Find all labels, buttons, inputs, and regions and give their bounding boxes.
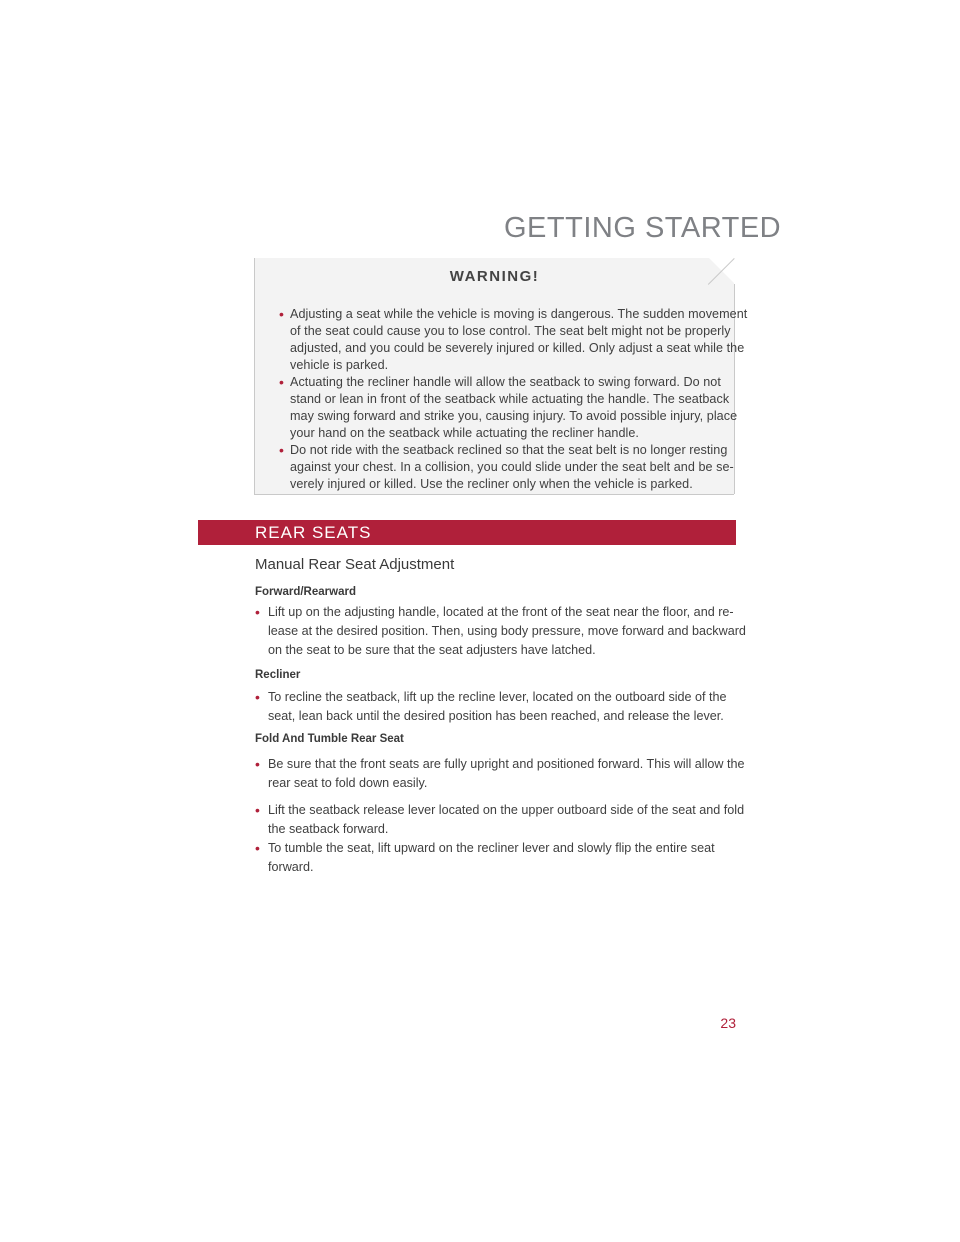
body-line: forward. xyxy=(268,860,314,874)
fold-and-tumble-heading: Fold And Tumble Rear Seat xyxy=(255,733,404,745)
bullet-icon: • xyxy=(279,442,284,458)
forward-rearward-heading: Forward/Rearward xyxy=(255,586,356,598)
warning-line: verely injured or killed. Use the recliner only when the vehicle is parked. xyxy=(290,477,693,491)
page-number: 23 xyxy=(720,1015,736,1031)
warning-list xyxy=(255,305,748,491)
body-line: on the seat to be sure that the seat adjusters have latched. xyxy=(268,643,596,657)
warning-line: may swing forward and strike you, causing injury. To avoid possible injury, place xyxy=(290,409,738,423)
warning-line: of the seat could cause you to lose control. The seat belt might not be properly xyxy=(290,324,731,338)
rear-seats-banner xyxy=(198,520,736,545)
body-line: To tumble the seat, lift upward on the recliner lever and slowly flip the entire seat xyxy=(268,841,715,855)
body-line: Be sure that the front seats are fully upright and positioned forward. This will allow the xyxy=(268,757,745,771)
bullet-icon: • xyxy=(255,756,260,772)
body-line: rear seat to fold down easily. xyxy=(268,776,428,790)
bullet-icon: • xyxy=(279,374,284,390)
rear-seats-banner-title: REAR SEATS xyxy=(255,523,372,542)
recliner-heading: Recliner xyxy=(255,669,301,681)
body-line: Lift the seatback release lever located on the upper outboard side of the seat and fold xyxy=(268,803,745,817)
warning-line: Do not ride with the seatback reclined so that the seat belt is no longer resting xyxy=(290,443,728,457)
bullet-icon: • xyxy=(255,840,260,856)
body-line: lease at the desired position. Then, using body pressure, move forward and backward xyxy=(268,624,746,638)
warning-line: vehicle is parked. xyxy=(290,358,389,372)
body-line: seat, lean back until the desired position has been reached, and release the lever. xyxy=(268,709,724,723)
warning-line: adjusted, and you could be severely injured or killed. Only adjust a seat while the xyxy=(290,341,745,355)
body-line: Lift up on the adjusting handle, located at the front of the seat near the floor, and re- xyxy=(268,605,734,619)
warning-line: stand or lean in front of the seatback while actuating the handle. The seatback xyxy=(290,392,730,406)
bullet-icon: • xyxy=(279,306,284,322)
body-line: the seatback forward. xyxy=(268,822,389,836)
warning-line: Actuating the recliner handle will allow the seatback to swing forward. Do not xyxy=(290,375,721,389)
section-title: GETTING STARTED xyxy=(504,212,782,244)
body-line: To recline the seatback, lift up the recline lever, located on the outboard side of the xyxy=(268,690,727,704)
manual-rear-seat-adjustment-heading: Manual Rear Seat Adjustment xyxy=(255,556,455,573)
warning-box xyxy=(254,258,748,495)
warning-title: WARNING! xyxy=(449,268,540,285)
bullet-icon: • xyxy=(255,604,260,620)
warning-line: your hand on the seatback while actuating the recliner handle. xyxy=(290,426,639,440)
bullet-icon: • xyxy=(255,802,260,818)
warning-line: Adjusting a seat while the vehicle is moving is dangerous. The sudden movement xyxy=(290,307,748,321)
bullet-icon: • xyxy=(255,689,260,705)
warning-line: against your chest. In a collision, you could slide under the seat belt and be se- xyxy=(290,460,734,474)
